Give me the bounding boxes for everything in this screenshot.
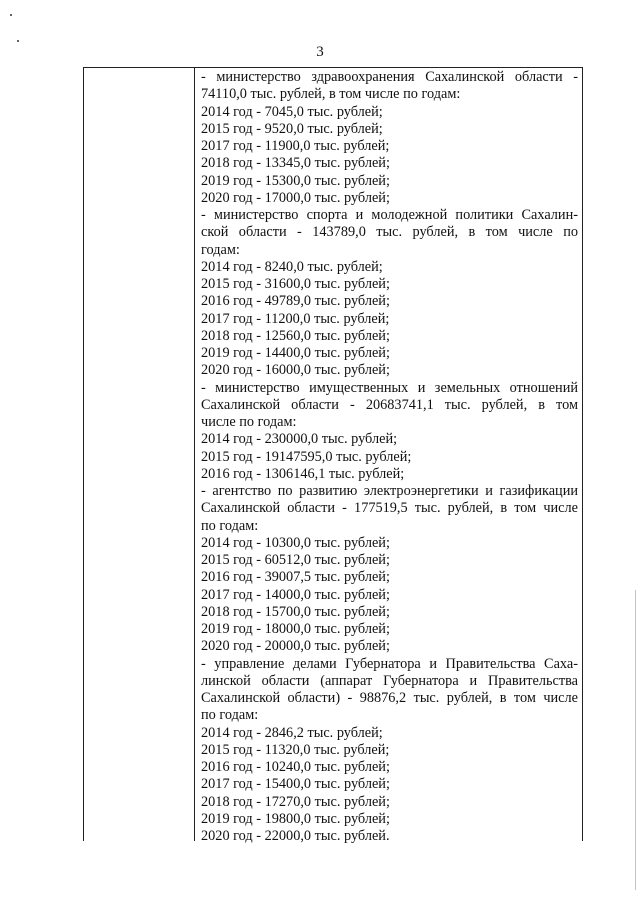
text-line: 2015 год - 11320,0 тыс. рублей; xyxy=(201,741,390,758)
text-line: 2018 год - 13345,0 тыс. рублей; xyxy=(201,155,390,172)
page-number: 3 xyxy=(316,44,324,60)
text-line: 2018 год - 15700,0 тыс. рублей; xyxy=(201,603,390,620)
text-line: 2015 год - 31600,0 тыс. рублей; xyxy=(201,276,390,292)
text-line: 2014 год - 8240,0 тыс. рублей; xyxy=(201,258,383,275)
text-line: 2014 год - 230000,0 тыс. рублей; xyxy=(201,431,398,448)
text-line: 2014 год - 2846,2 тыс. рублей; xyxy=(201,724,383,741)
text-line: годам: xyxy=(201,241,240,258)
text-line: - агентство по развитию электроэнергетики и газификации xyxy=(201,483,578,499)
text-line: 2015 год - 19147595,0 тыс. рублей; xyxy=(201,448,412,465)
text-line: - министерство спорта и молодежной политики Сахалин- xyxy=(201,207,578,223)
text-line: числе по годам: xyxy=(201,414,297,430)
text-line: по годам: xyxy=(201,707,259,724)
scan-edge-line xyxy=(635,590,636,890)
text-line: 2017 год - 11900,0 тыс. рублей; xyxy=(201,138,390,154)
text-line: 2020 год - 22000,0 тыс. рублей. xyxy=(201,828,390,844)
text-line: - министерство имущественных и земельных отношений xyxy=(201,379,578,396)
text-line: 2014 год - 10300,0 тыс. рублей; xyxy=(201,534,390,551)
text-line: 2020 год - 20000,0 тыс. рублей; xyxy=(201,638,390,655)
text-line: - управление делами Губернатора и Правительства Саха- xyxy=(201,655,578,672)
text-line: Сахалинской области) - 98876,2 тыс. рублей, в том числе xyxy=(201,690,578,706)
text-line: 2020 год - 16000,0 тыс. рублей; xyxy=(201,362,390,379)
text-line: 2019 год - 18000,0 тыс. рублей; xyxy=(201,621,390,637)
text-line: 2016 год - 10240,0 тыс. рублей; xyxy=(201,759,390,775)
text-line: 2019 год - 14400,0 тыс. рублей; xyxy=(201,345,390,361)
text-line: ской области - 143789,0 тыс. рублей, в том числе по xyxy=(201,224,578,241)
text-line: 2016 год - 1306146,1 тыс. рублей; xyxy=(201,465,405,482)
scan-speck xyxy=(17,40,19,42)
table-column-divider xyxy=(194,67,195,841)
text-line: 2019 год - 19800,0 тыс. рублей; xyxy=(201,810,390,827)
text-line: 2016 год - 39007,5 тыс. рублей; xyxy=(201,569,390,586)
table-cell-text xyxy=(201,69,578,845)
text-line: по годам: xyxy=(201,517,259,534)
text-line: 2017 год - 15400,0 тыс. рублей; xyxy=(201,776,390,793)
text-line: Сахалинской области - 177519,5 тыс. рублей, в том числе xyxy=(201,500,578,517)
text-line: 2017 год - 11200,0 тыс. рублей; xyxy=(201,310,390,327)
text-line: 2020 год - 17000,0 тыс. рублей; xyxy=(201,189,390,206)
text-line: Сахалинской области - 20683741,1 тыс. рублей, в том xyxy=(201,396,578,413)
text-line: 2016 год - 49789,0 тыс. рублей; xyxy=(201,293,390,310)
scan-speck xyxy=(10,14,12,16)
text-line: 2019 год - 15300,0 тыс. рублей; xyxy=(201,172,390,189)
text-line: 2017 год - 14000,0 тыс. рублей; xyxy=(201,586,390,603)
text-line: 2014 год - 7045,0 тыс. рублей; xyxy=(201,103,383,120)
text-line: линской области (аппарат Губернатора и Правительства xyxy=(201,672,578,689)
text-line: 2018 год - 17270,0 тыс. рублей; xyxy=(201,793,390,810)
text-line: 2015 год - 60512,0 тыс. рублей; xyxy=(201,552,390,568)
text-line: 2015 год - 9520,0 тыс. рублей; xyxy=(201,120,383,137)
text-line: 74110,0 тыс. рублей, в том числе по годам: xyxy=(201,86,461,103)
text-line: - министерство здравоохранения Сахалинской области - xyxy=(201,69,578,85)
text-line: 2018 год - 12560,0 тыс. рублей; xyxy=(201,327,390,344)
